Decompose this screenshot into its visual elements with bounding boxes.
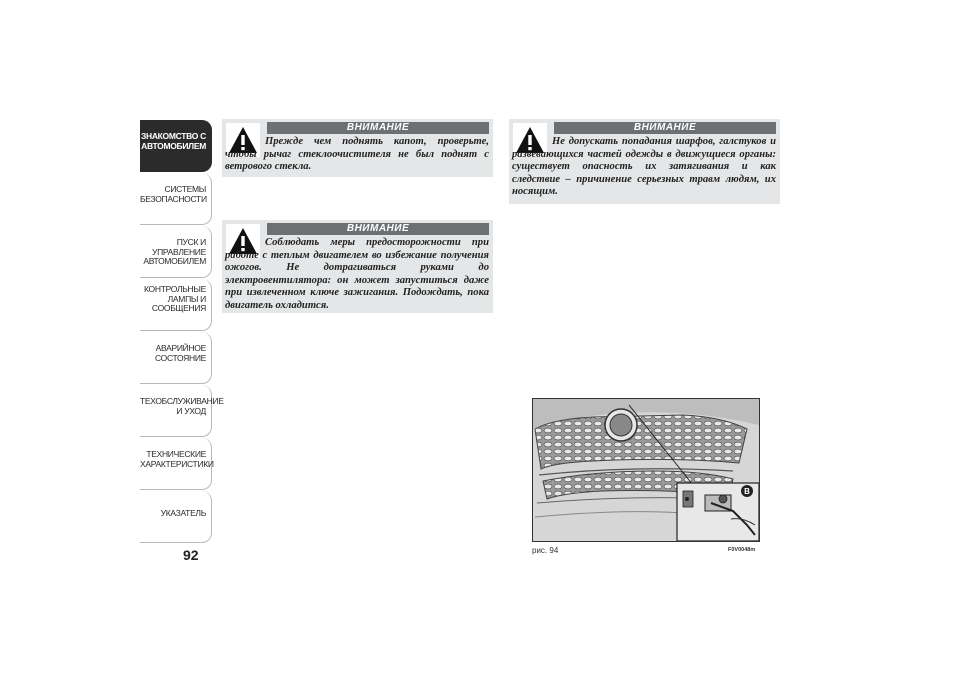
warning-heading: ВНИМАНИЕ xyxy=(267,223,489,235)
tab-tekhnicheskie-kharakteristiki[interactable]: ТЕХНИЧЕСКИЕ ХАРАКТЕРИСТИКИ xyxy=(140,438,212,490)
callout-b-label: B xyxy=(744,487,750,496)
tab-avariynoe-sostoyanie[interactable]: АВАРИЙНОЕ СОСТОЯНИЕ xyxy=(140,332,212,384)
page-number: 92 xyxy=(183,547,199,563)
warning-text: Прежде чем поднять капот, проверьте, чтобы рычаг стеклоочистителя не был поднят с ветрового стекла. xyxy=(225,136,489,173)
warning-box-hot-engine xyxy=(222,220,493,313)
warning-box-clothing xyxy=(509,119,780,204)
figure-caption: рис. 94 xyxy=(532,546,559,555)
tab-tekhobsluzhivanie[interactable]: ТЕХОБСЛУЖИВАНИЕ И УХОД xyxy=(140,385,212,437)
warning-text: Соблюдать меры предосторожности при работе с теплым двигателем во избежание получения ожогов. Не дотрагиваться руками до электровентилятора: он может запуститься даже при извлеченном ключе зажигания. Подождать, пока двигатель охладится. xyxy=(225,237,489,311)
car-grille-illustration xyxy=(533,399,759,541)
tab-ukazatel[interactable]: УКАЗАТЕЛЬ xyxy=(140,491,212,543)
warning-text: Не допускать попадания шарфов, галстуков и развевающихся частей одежды в движущиеся органы: существует опасность их затягивания и как следствие – причинение серьезных травм людям, их носящим. xyxy=(512,136,776,198)
warning-heading: ВНИМАНИЕ xyxy=(554,122,776,134)
tab-sistemy-bezopasnosti[interactable]: СИСТЕМЫ БЕЗОПАСНОСТИ xyxy=(140,173,212,225)
tab-pusk-upravlenie[interactable]: ПУСК И УПРАВЛЕНИЕ АВТОМОБИЛЕМ xyxy=(140,226,212,278)
figure-code: F0V0048m xyxy=(728,547,756,553)
tab-kontrolnye-lampy[interactable]: КОНТРОЛЬНЫЕ ЛАМПЫ И СООБЩЕНИЯ xyxy=(140,279,212,331)
warning-heading: ВНИМАНИЕ xyxy=(267,122,489,134)
hood-release-figure xyxy=(532,398,760,542)
warning-box-hood xyxy=(222,119,493,177)
tab-znakomstvo[interactable]: ЗНАКОМСТВО С АВТОМОБИЛЕМ xyxy=(140,120,212,172)
